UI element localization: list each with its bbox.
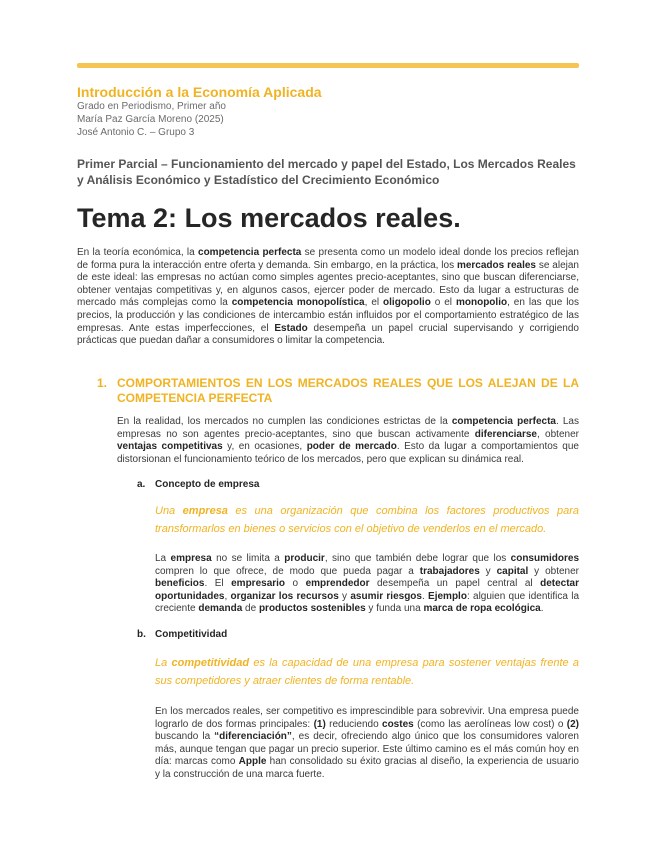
course-title: Introducción a la Economía Aplicada [77, 84, 322, 100]
subsection-b-letter: b. [137, 629, 146, 640]
bold-term: mercados reales [456, 259, 536, 271]
bold-term: competencia monopolística [231, 297, 365, 309]
bold-term: (1) [313, 718, 326, 730]
section-1-paragraph: En la realidad, los mercados no cumplen las condiciones estrictas de la competencia perfecta. Las empresas no son agentes precio-aceptantes, sino que buscan activamente diferenciarse, obtener ventajas competitivas y, en ocasiones, poder de mercado. Esto da lugar a comportamientos que distorsionan el funcionamiento teórico de los mercados, pero que explican su dinámica real. [117, 416, 579, 465]
bold-term: costes [382, 718, 414, 730]
bold-term: “diferenciación” [214, 731, 292, 743]
meta-degree: Grado en Periodismo, Primer año [77, 101, 226, 112]
exam-subtitle: Primer Parcial – Funcionamiento del mercado y papel del Estado, Los Mercados Reales y Análisis Económico y Estadístico del Crecimiento Económico [77, 157, 576, 187]
bold-term: competitividad [171, 657, 250, 669]
bold-term: ventajas competitivas [117, 441, 223, 453]
intro-paragraph: En la teoría económica, la competencia perfecta se presenta como un modelo ideal donde los precios reflejan de forma pura la interacción entre oferta y demanda. Sin embargo, en la práctica, los mercados reales se alejan de este ideal: las empresas no actúan como simples agentes precio-aceptantes, sino que buscan diferenciarse, obtener ventajas competitivas y, en algunos casos, ejercer poder de mercado. Esto da lugar a estructuras de mercado más complejas como la competencia monopolística, el oligopolio o el monopolio, en las que los precios, la producción y las condiciones de intercambio están influidos por el comportamiento estratégico de las empresas. Ante estas imperfecciones, el Estado desempeña un papel crucial supervisando y corrigiendo prácticas que puedan dañar a consumidores o limitar la competencia. [77, 247, 579, 347]
subsection-a-title: Concepto de empresa [155, 479, 260, 490]
bold-term: productos sostenibles [258, 603, 366, 615]
subsection-b-heading [137, 629, 227, 640]
definition-empresa: Una empresa es una organización que combina los factores productivos para transformarlos en bienes o servicios con el objetivo de venderlos en el mercado. [155, 505, 579, 535]
bold-term: marca de ropa ecológica [423, 603, 541, 615]
bold-term: trabajadores [419, 565, 480, 577]
definition-competitividad: La competitividad es la capacidad de una empresa para sostener ventajas frente a sus competidores y atraer clientes de forma rentable. [155, 657, 579, 687]
section-1-number: 1. [97, 376, 108, 390]
topic-title: Los mercados reales. [184, 203, 461, 233]
bold-term: competencia perfecta [451, 416, 556, 427]
bold-term: empresario [231, 578, 286, 590]
bold-term: Estado [274, 322, 308, 334]
meta-author: María Paz García Moreno (2025) [77, 114, 224, 125]
course-meta [77, 100, 226, 139]
bold-term: oligopolio [383, 297, 431, 309]
bold-term: asumir riesgos [350, 590, 422, 602]
topic-number: Tema 2: [77, 203, 178, 233]
bold-term: capital [496, 565, 529, 577]
subsection-b-title: Competitividad [155, 629, 228, 640]
bold-term: monopolio [455, 297, 508, 309]
bold-term: beneficios [155, 578, 205, 590]
bold-term: producir [284, 553, 325, 564]
competitividad-paragraph: En los mercados reales, ser competitivo es imprescindible para sobrevivir. Una empresa puede lograrlo de dos formas principales: (1) reduciendo costes (como las aerolíneas low cost) o (2) buscando la “diferenciación”, es decir, ofreciendo algo único que los consumidores valoren más, aunque tengan que pagar un precio superior. Este último camino es el más común hoy en día: marcas como Apple han consolidado su éxito gracias al diseño, la experiencia de usuario y la construcción de una marca fuerte. [155, 706, 579, 780]
bold-term: demanda [198, 603, 243, 615]
bold-term: (2) [566, 718, 579, 730]
bold-term: empresa [170, 553, 212, 564]
topic-heading [77, 201, 461, 235]
bold-term: detectar oportunidades [155, 578, 579, 602]
subsection-a-letter: a. [137, 479, 146, 490]
bold-term: organizar los recursos [230, 590, 339, 602]
bold-term: competencia perfecta [198, 247, 302, 258]
bold-term: Apple [238, 756, 267, 768]
bold-term: Ejemplo [428, 590, 467, 602]
empresa-paragraph: La empresa no se limita a producir, sino que también debe lograr que los consumidores compren lo que ofrece, de modo que pueda pagar a trabajadores y capital y obtener beneficios. El empresario o emprendedor desempeña un papel central al detectar oportunidades, organizar los recursos y asumir riesgos. Ejemplo: alguien que identifica la creciente demanda de productos sostenibles y funda una marca de ropa ecológica. [155, 553, 580, 615]
bold-term: diferenciarse [474, 428, 537, 440]
meta-group: José Antonio C. – Grupo 3 [77, 127, 195, 138]
header-accent-bar [77, 63, 579, 68]
subsection-a-heading [137, 479, 259, 490]
bold-term: emprendedor [305, 578, 370, 590]
bold-term: empresa [182, 505, 228, 517]
section-1-heading [97, 376, 579, 406]
section-1-title: COMPORTAMIENTOS EN LOS MERCADOS REALES QUE LOS ALEJAN DE LA COMPETENCIA PERFECTA [117, 376, 579, 405]
bold-term: consumidores [510, 553, 580, 564]
bold-term: poder de mercado [306, 441, 397, 453]
